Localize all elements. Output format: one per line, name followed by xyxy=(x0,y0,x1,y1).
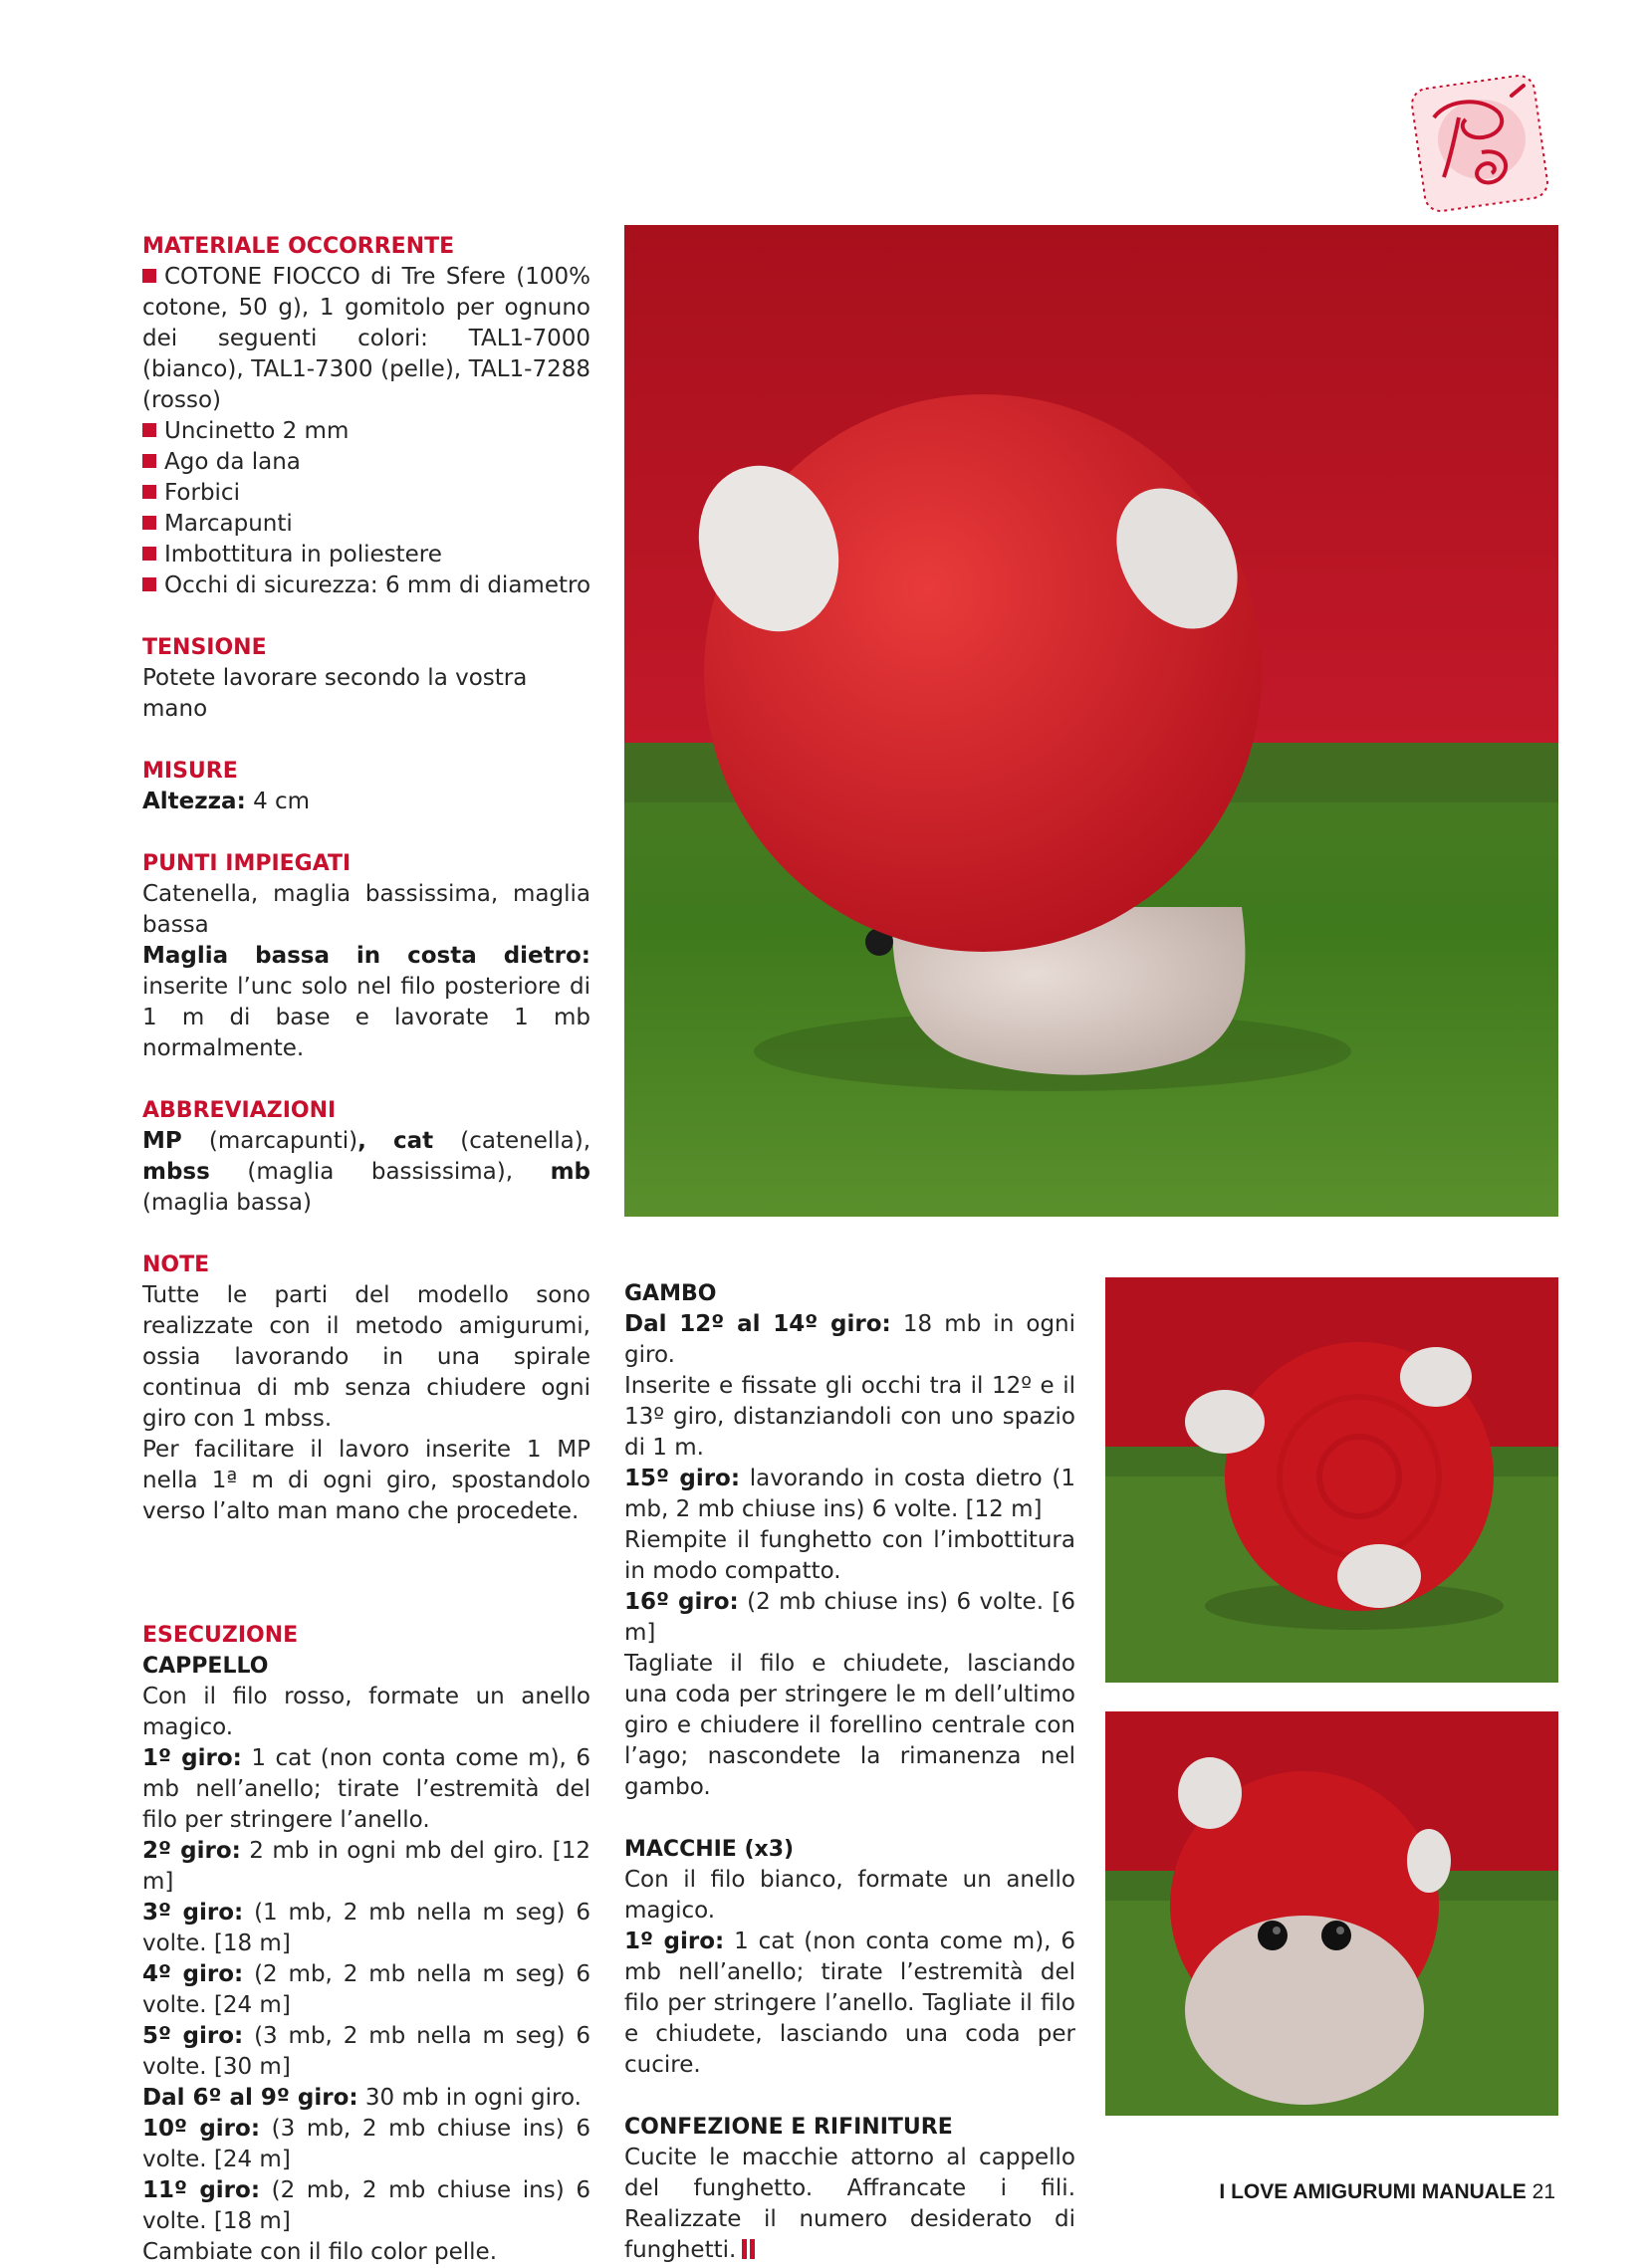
list-item: Forbici xyxy=(142,478,590,509)
size-line: Altezza: 4 cm xyxy=(142,789,311,814)
round-line: 10º giro: (3 mb, 2 mb chiuse ins) 6 volte. [24 m] xyxy=(142,2116,590,2172)
round-line: 11º giro: (2 mb, 2 mb chiuse ins) 6 volte. [18 m] xyxy=(142,2177,590,2234)
notes-paragraph: Per facilitare il lavoro inserite 1 MP nella 1ª m di ogni giro, spostandolo verso l’alto man mano che procedete. xyxy=(142,1437,590,1524)
materials-list xyxy=(142,262,590,601)
size-heading: MISURE xyxy=(142,759,238,784)
execution-heading: ESECUZIONE xyxy=(142,1623,299,1648)
list-item: Imbottitura in poliestere xyxy=(142,540,590,570)
bullet-square-icon xyxy=(142,269,156,283)
notes-paragraph: Tutte le parti del modello sono realizzate con il metodo amigurumi, ossia lavorando in una spirale continua di mb senza chiudere ogni giro con 1 mbss. xyxy=(142,1282,590,1432)
abbreviations-text: MP (marcapunti), cat (catenella), mbss (maglia bassissima), mb (maglia bassa) xyxy=(142,1128,591,1216)
round-line: 15º giro: lavorando in costa dietro (1 mb, 2 mb chiuse ins) 6 volte. [12 m] xyxy=(624,1466,1075,1522)
bullet-square-icon xyxy=(142,577,156,591)
round-line: 1º giro: 1 cat (non conta come m), 6 mb nell’anello; tirate l’estremità del filo per stringere l’anello. Tagliate il filo e chiudete, lasciando una coda per cucire. xyxy=(624,1928,1076,2078)
bullet-square-icon xyxy=(142,547,156,561)
bullet-square-icon xyxy=(142,516,156,530)
stem-paragraph: Riempite il funghetto con l’imbottitura in modo compatto. xyxy=(624,1527,1075,1584)
round-line: Dal 12º al 14º giro: 18 mb in ogni giro. xyxy=(624,1311,1076,1368)
page-footer xyxy=(1219,2180,1555,2204)
mushroom-photo-top-view xyxy=(1105,1277,1558,1683)
middle-column xyxy=(624,1278,1075,2266)
bullet-square-icon xyxy=(142,423,156,437)
notes-heading: NOTE xyxy=(142,1252,210,1277)
crochet-hook-monogram-icon xyxy=(1404,68,1553,217)
materials-heading: MATERIALE OCCORRENTE xyxy=(142,234,455,259)
list-item: Occhi di sicurezza: 6 mm di diametro xyxy=(142,570,590,601)
mushroom-photo-front-view xyxy=(1105,1711,1558,2116)
list-item: Uncinetto 2 mm xyxy=(142,416,590,447)
stitches-text: Catenella, maglia bassissima, maglia bassa xyxy=(142,881,590,938)
mushroom-photo-main xyxy=(624,225,1558,1217)
end-mark-icon xyxy=(742,2239,747,2259)
tension-text: Potete lavorare secondo la vostra mano xyxy=(142,665,528,722)
page-number: 21 xyxy=(1531,2180,1555,2203)
bullet-square-icon xyxy=(142,454,156,468)
stem-heading: GAMBO xyxy=(624,1281,717,1306)
round-line: 4º giro: (2 mb, 2 mb nella m seg) 6 volte. [24 m] xyxy=(142,1961,590,2018)
round-line: 2º giro: 2 mb in ogni mb del giro. [12 m] xyxy=(142,1838,591,1895)
finishing-heading: CONFEZIONE E RIFINITURE xyxy=(624,2115,953,2140)
spots-heading: MACCHIE (x3) xyxy=(624,1837,795,1862)
finishing-text: Cucite le macchie attorno al cappello del funghetto. Affrancate i fili. Realizzate il numero desiderato di funghetti. xyxy=(624,2145,1075,2263)
round-line: 3º giro: (1 mb, 2 mb nella m seg) 6 volte. [18 m] xyxy=(142,1900,590,1956)
bullet-square-icon xyxy=(142,485,156,499)
round-line: 16º giro: (2 mb chiuse ins) 6 volte. [6 m] xyxy=(624,1589,1075,1646)
list-item: Marcapunti xyxy=(142,509,590,540)
stem-paragraph: Tagliate il filo e chiudete, lasciando una coda per stringere le m dell’ultimo giro e chiudere il forellino centrale con l’ago; nascondete la rimanenza nel gambo. xyxy=(624,1651,1075,1800)
left-column xyxy=(142,231,590,2268)
cap-intro: Con il filo rosso, formate un anello magico. xyxy=(142,1684,590,1740)
cap-outro: Cambiate con il filo color pelle. xyxy=(142,2239,498,2265)
round-line: Dal 6º al 9º giro: 30 mb in ogni giro. xyxy=(142,2085,582,2111)
tension-heading: TENSIONE xyxy=(142,635,267,660)
abbreviations-heading: ABBREVIAZIONI xyxy=(142,1098,337,1123)
stitches-special: Maglia bassa in costa dietro: inserite l’unc solo nel filo posteriore di 1 m di base e lavorate 1 mb normalmente. xyxy=(142,943,590,1061)
spots-intro: Con il filo bianco, formate un anello magico. xyxy=(624,1867,1075,1924)
list-item: Ago da lana xyxy=(142,447,590,478)
cap-heading: CAPPELLO xyxy=(142,1654,269,1679)
stem-paragraph: Inserite e fissate gli occhi tra il 12º e il 13º giro, distanziandoli con uno spazio di 1 m. xyxy=(624,1373,1075,1461)
magazine-title: I LOVE AMIGURUMI MANUALE xyxy=(1219,2180,1527,2203)
stitches-heading: PUNTI IMPIEGATI xyxy=(142,851,352,876)
round-line: 5º giro: (3 mb, 2 mb nella m seg) 6 volte. [30 m] xyxy=(142,2023,590,2080)
list-item: COTONE FIOCCO di Tre Sfere (100% cotone, 50 g), 1 gomitolo per ognuno dei seguenti colori: TAL1-7000 (bianco), TAL1-7300 (pelle), TAL1-7288 (rosso) xyxy=(142,264,590,413)
round-line: 1º giro: 1 cat (non conta come m), 6 mb nell’anello; tirate l’estremità del filo per stringere l’anello. xyxy=(142,1745,591,1833)
